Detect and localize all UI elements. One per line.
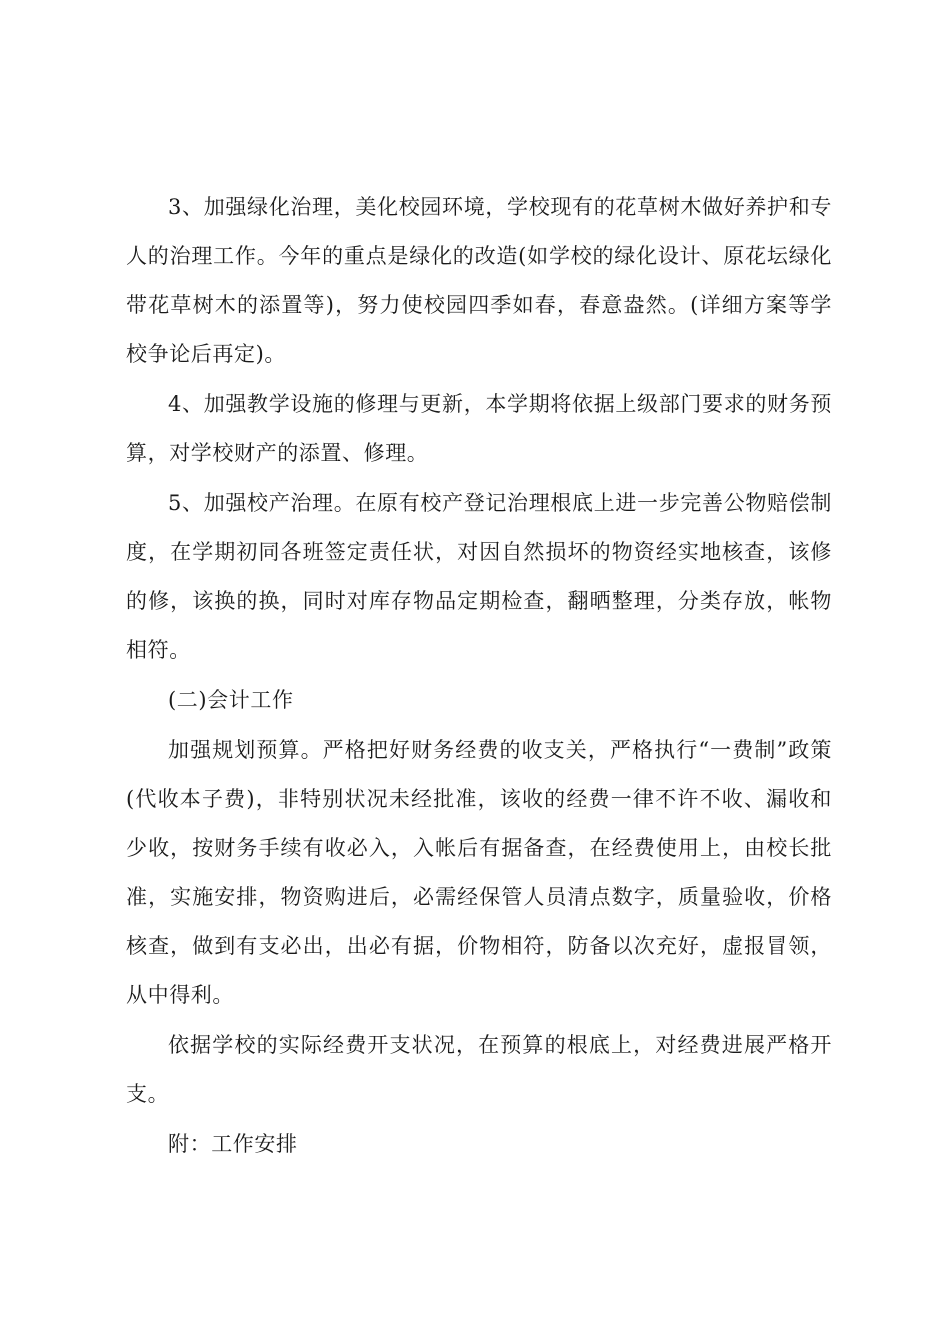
- paragraph-greening: 3、加强绿化治理，美化校园环境，学校现有的花草树木做好养护和专人的治理工作。今年的重点是绿化的改造(如学校的绿化设计、原花坛绿化带花草树木的添置等)，努力使校园四季如春，春意盎然。(详细方案等学校争论后再定)。: [126, 195, 832, 366]
- section-heading-accounting: (二)会计工作: [168, 688, 294, 712]
- paragraph-facilities: 4、加强教学设施的修理与更新，本学期将依据上级部门要求的财务预算，对学校财产的添置、修理。: [126, 392, 832, 465]
- document-body: [126, 183, 832, 1169]
- paragraph-assets: 5、加强校产治理。在原有校产登记治理根底上进一步完善公物赔偿制度，在学期初同各班签定责任状，对因自然损坏的物资经实地核查，该修的修，该换的换，同时对库存物品定期检查，翻晒整理，分类存放，帐物相符。: [126, 491, 832, 662]
- appendix-label: 附：工作安排: [168, 1132, 298, 1156]
- paragraph-budget: 加强规划预算。严格把好财务经费的收支关，严格执行“一费制”政策(代收本子费)，非特别状况未经批准，该收的经费一律不许不收、漏收和少收，按财务手续有收必入，入帐后有据备查，在经费使用上，由校长批准，实施安排，物资购进后，必需经保管人员清点数字，质量验收，价格核查，做到有支必出，出必有据，价物相符，防备以次充好，虚报冒领，从中得利。: [126, 738, 832, 1007]
- paragraph-expenditure: 依据学校的实际经费开支状况，在预算的根底上，对经费进展严格开支。: [126, 1033, 832, 1106]
